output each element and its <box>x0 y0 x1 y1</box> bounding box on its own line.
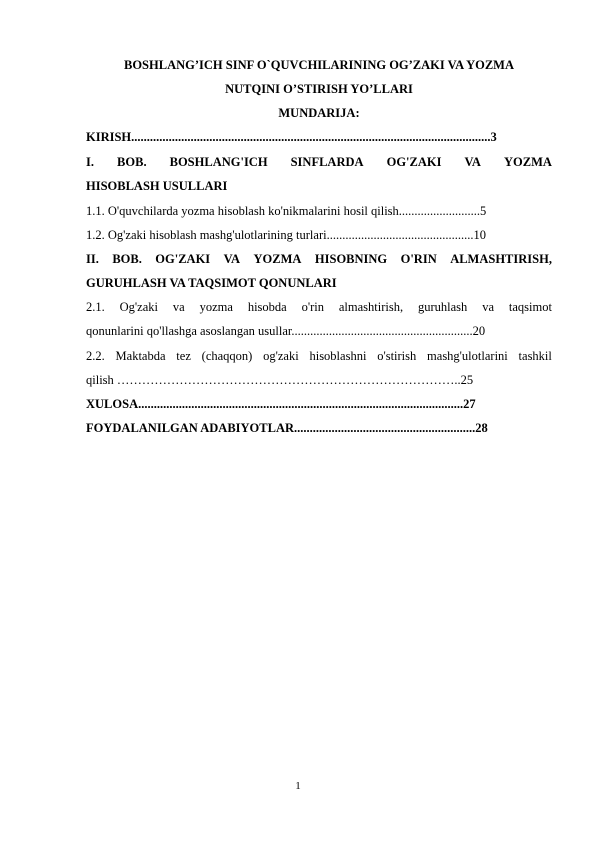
toc-word: mashg'ulotlarini <box>427 349 508 363</box>
toc-word: va <box>172 300 185 314</box>
toc-word: 2.1. <box>86 300 105 314</box>
toc-word: tez <box>176 349 191 363</box>
toc-entry-section-2-1-line2: qonunlarini qo'llashga asoslangan usullar..........................................................20 <box>86 324 486 338</box>
toc-word: hisoblashni <box>309 349 367 363</box>
toc-word: YOZMA <box>504 155 552 169</box>
toc-entry-chapter1-line1 <box>86 154 552 170</box>
toc-word: SINFLARDA <box>290 155 364 169</box>
toc-entry-references: FOYDALANILGAN ADABIYOTLAR..........................................................28 <box>86 421 488 435</box>
toc-entry-section-2-2-line2: qilish ………………………………………………………………………..25 <box>86 373 474 387</box>
toc-word: OG'ZAKI <box>155 252 211 266</box>
toc-entry-chapter1-line2: HISOBLASH USULLARI <box>86 179 228 193</box>
toc-entry-section-2-1-line1 <box>86 299 552 315</box>
toc-entry-section-2-2-line1 <box>86 348 552 364</box>
toc-word: YOZMA <box>253 252 302 266</box>
toc-word: HISOBNING <box>314 252 388 266</box>
toc-word: guruhlash <box>418 300 468 314</box>
toc-word: 2.2. <box>86 349 105 363</box>
toc-word: II. <box>86 252 99 266</box>
toc-word: VA <box>464 155 481 169</box>
toc-word: va <box>482 300 495 314</box>
toc-word: O'RIN <box>400 252 437 266</box>
toc-word: o'rin <box>301 300 324 314</box>
toc-word: hisobda <box>247 300 287 314</box>
toc-word: BOB. <box>117 155 147 169</box>
toc-entry-chapter2-line2: GURUHLASH VA TAQSIMOT QONUNLARI <box>86 276 337 290</box>
toc-word: og'zaki <box>263 349 299 363</box>
toc-word: ALMASHTIRISH, <box>450 252 552 266</box>
toc-word: BOB. <box>112 252 142 266</box>
toc-word: o'stirish <box>377 349 417 363</box>
toc-entry-chapter2-line1 <box>86 251 552 267</box>
toc-entry-section-1-1: 1.1. O'quvchilarda yozma hisoblash ko'nikmalarini hosil qilish..........................5 <box>86 204 487 218</box>
toc-word: Maktabda <box>115 349 166 363</box>
toc-entry-conclusion: XULOSA........................................................................................................27 <box>86 397 476 411</box>
toc-entry-intro: KIRISH...................................................................................................................3 <box>86 130 497 144</box>
toc-word: taqsimot <box>508 300 552 314</box>
toc-word: almashtirish, <box>338 300 404 314</box>
contents-heading: MUNDARIJA: <box>278 106 360 120</box>
toc-word: Og'zaki <box>119 300 158 314</box>
toc-word: BOSHLANG'ICH <box>169 155 268 169</box>
toc-word: tashkil <box>518 349 552 363</box>
toc-word: VA <box>223 252 241 266</box>
toc-entry-section-1-2: 1.2. Og'zaki hisoblash mashg'ulotlarining turlari...............................................10 <box>86 228 486 242</box>
title-line-2: NUTQINI O’STIRISH YO’LLARI <box>225 82 413 96</box>
toc-word: (chaqqon) <box>201 349 253 363</box>
toc-word: OG'ZAKI <box>386 155 442 169</box>
page-number: 1 <box>295 780 301 792</box>
toc-word: yozma <box>199 300 233 314</box>
toc-word: I. <box>86 155 94 169</box>
title-line-1: BOSHLANG’ICH SINF O`QUVCHILARINING OG’ZAKI VA YOZMA <box>124 58 514 72</box>
